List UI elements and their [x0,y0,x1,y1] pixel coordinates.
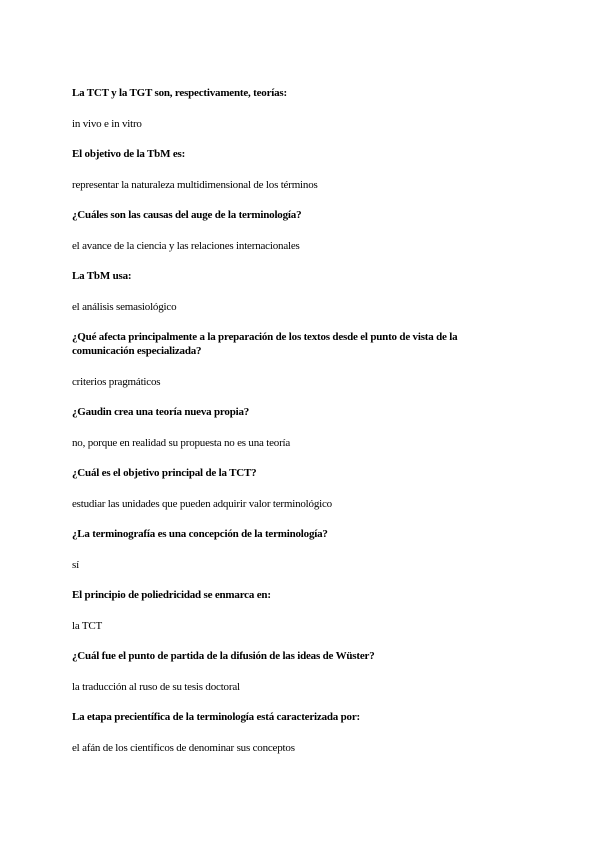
question-text: La TbM usa: [72,270,132,282]
qa-item [72,208,492,253]
question-text: ¿Cuál fue el punto de partida de la difusión de las ideas de Wüster? [72,650,375,662]
qa-item [72,710,492,755]
answer-text: criterios pragmáticos [72,376,161,388]
answer-text: el avance de la ciencia y las relaciones internacionales [72,240,300,252]
qa-item [72,588,492,633]
answer-text: la traducción al ruso de su tesis doctoral [72,681,240,693]
answer-text: la TCT [72,620,103,632]
qa-list [72,86,492,771]
question-text: El principio de poliedricidad se enmarca en: [72,589,271,601]
qa-item [72,269,492,314]
question-text: ¿Cuáles son las causas del auge de la terminología? [72,209,302,221]
question-text: ¿Gaudin crea una teoría nueva propia? [72,406,250,418]
question-text: La etapa precientífica de la terminología está caracterizada por: [72,711,360,723]
answer-text: el análisis semasiológico [72,301,177,313]
qa-item [72,86,492,131]
answer-text: in vivo e in vitro [72,118,142,130]
answer-text: representar la naturaleza multidimensional de los términos [72,179,318,191]
question-text: La TCT y la TGT son, respectivamente, teorías: [72,87,287,99]
question-text: ¿Qué afecta principalmente a la preparación de los textos desde el punto de vista de la comunicación especializada? [72,331,458,357]
answer-text: no, porque en realidad su propuesta no es una teoría [72,437,291,449]
qa-item [72,330,492,389]
answer-text: sí [72,559,79,571]
question-text: ¿Cuál es el objetivo principal de la TCT? [72,467,257,479]
qa-item [72,147,492,192]
answer-text: estudiar las unidades que pueden adquirir valor terminológico [72,498,332,510]
qa-item [72,466,492,511]
question-text: ¿La terminografía es una concepción de la terminología? [72,528,328,540]
qa-item [72,527,492,572]
qa-item [72,649,492,694]
qa-item [72,405,492,450]
question-text: El objetivo de la TbM es: [72,148,186,160]
answer-text: el afán de los científicos de denominar sus conceptos [72,742,295,754]
